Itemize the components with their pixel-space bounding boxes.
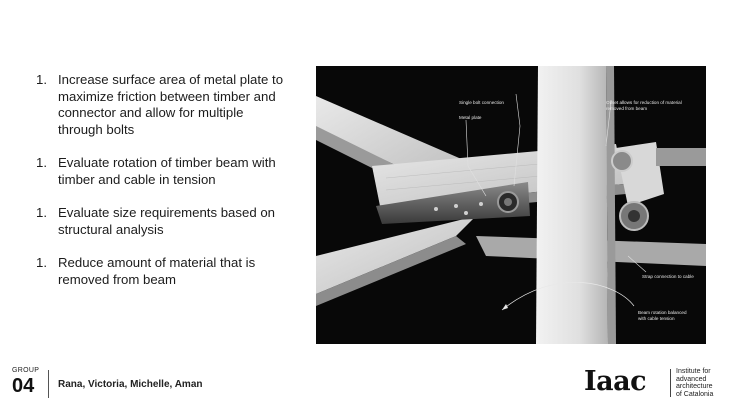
annotation-offset-line1: Offset allows for reduction of material [606, 100, 682, 105]
annotation-offset-line2: removed from beam [606, 106, 648, 111]
group-number: 04 [12, 375, 35, 397]
connection-model-photo [316, 66, 706, 344]
connection-model-illustration [316, 66, 706, 344]
group-badge [12, 367, 39, 396]
item-number: 1. [36, 155, 47, 170]
objectives-list [36, 72, 286, 305]
logo-text-line: of Catalonia [676, 390, 714, 398]
item-text: Increase surface area of metal plate to maximize friction between timber and connector and allow for multiple through bolts [58, 72, 284, 137]
annotation-strap: Strap connection to cable [642, 274, 694, 279]
annotation-single-bolt: Single bolt connection [459, 100, 504, 105]
objective-item [36, 255, 286, 288]
logo-text-line: Institute for [676, 368, 711, 375]
annotation-beam-rotation-line2: with cable tension [638, 316, 675, 321]
team-members: Rana, Victoria, Michelle, Aman [58, 379, 203, 390]
logo-divider [670, 369, 671, 397]
logo-text-line: architecture [676, 383, 713, 391]
item-number: 1. [36, 255, 47, 270]
item-text: Evaluate rotation of timber beam with timber and cable in tension [58, 155, 276, 187]
iaac-logo-text [676, 368, 730, 398]
group-label: GROUP [12, 367, 40, 374]
item-text: Reduce amount of material that is removed from beam [58, 255, 256, 287]
item-number: 1. [36, 72, 47, 87]
logo-text-line: advanced [676, 375, 707, 383]
objective-item [36, 205, 286, 238]
vertical-beam [536, 66, 608, 344]
annotation-beam-rotation-line1: Beam rotation balanced [638, 310, 687, 315]
item-text: Evaluate size requirements based on structural analysis [58, 205, 275, 237]
footer-divider [48, 370, 49, 398]
annotation-metal-plate: Metal plate [459, 115, 482, 120]
iaac-logo-mark: Iaac [584, 366, 647, 397]
item-number: 1. [36, 205, 47, 220]
objective-item [36, 155, 286, 188]
objective-item [36, 72, 286, 138]
